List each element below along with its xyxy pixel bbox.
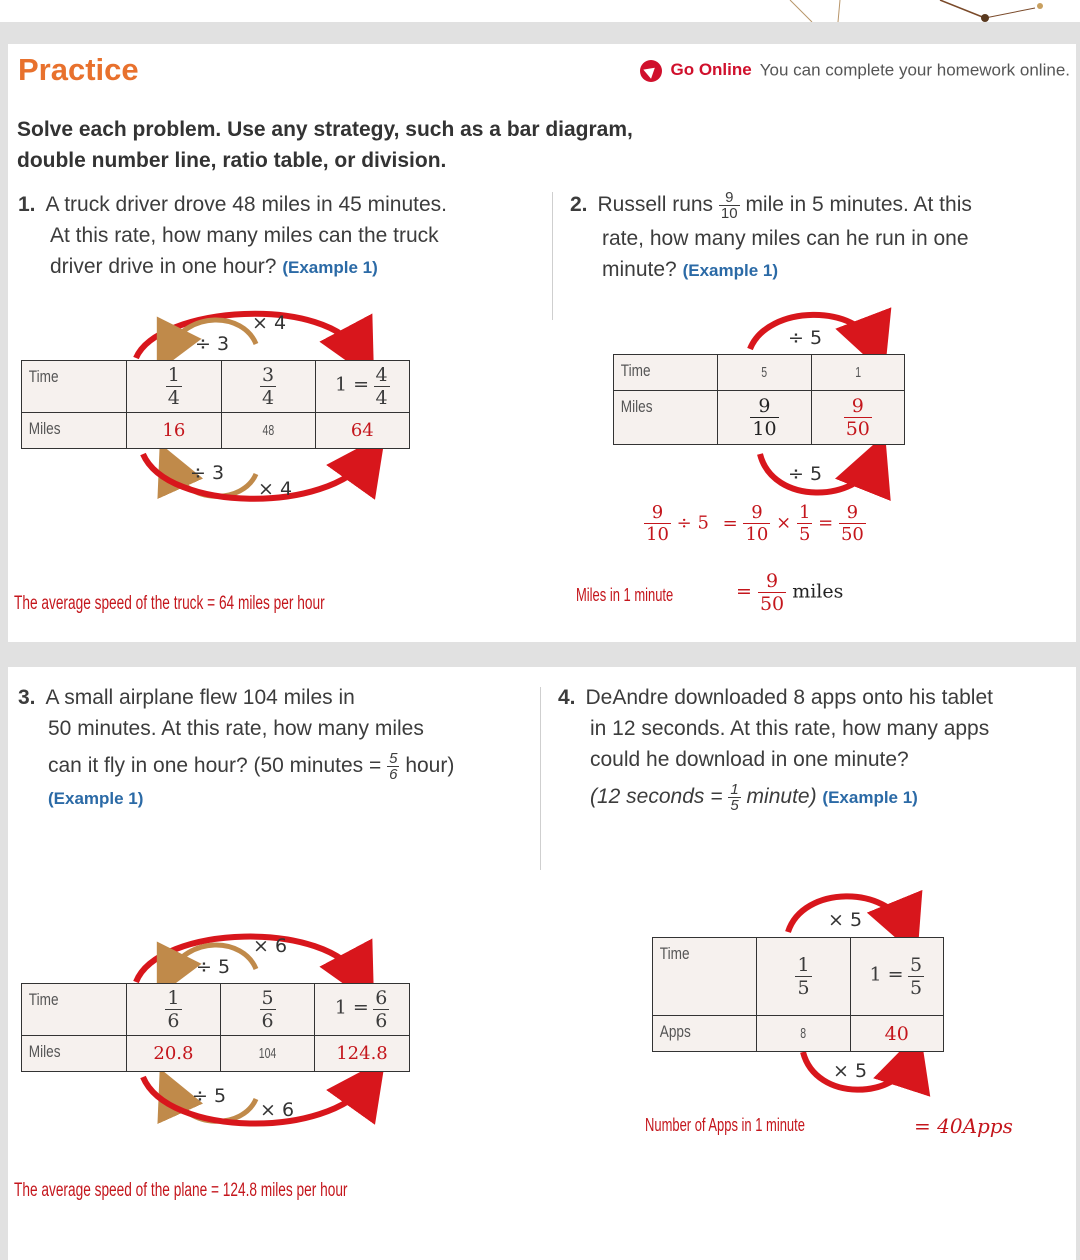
- table-cell: 16: [127, 413, 221, 449]
- op-label: × 6: [260, 1099, 295, 1121]
- table-cell: 124.8: [314, 1036, 409, 1072]
- problem-1-arcs: [8, 44, 1076, 642]
- example-link[interactable]: (Example 1): [682, 260, 778, 280]
- fraction: $\frac{1}{5}$: [730, 780, 739, 814]
- table-cell: 1 =: [334, 996, 369, 1019]
- problem-line: At this rate, how many miles can the truck: [50, 224, 439, 247]
- instructions-line-2: double number line, ratio table, or division.: [17, 149, 447, 172]
- row-label-apps: Apps: [653, 1016, 737, 1052]
- op-label: × 4: [258, 478, 293, 500]
- table-cell: 1 =: [335, 373, 370, 396]
- table-cell: 5: [718, 355, 811, 391]
- work-op: =: [818, 512, 834, 534]
- row-label-miles: Miles: [22, 1036, 106, 1072]
- fraction: $\frac{1}{6}$: [167, 987, 180, 1032]
- answer-eq: =: [736, 580, 752, 603]
- op-label: ÷ 5: [788, 327, 823, 349]
- op-label: ÷ 3: [195, 333, 230, 355]
- problem-line: in 12 seconds. At this rate, how many apps: [590, 717, 990, 740]
- table-cell: 48: [221, 413, 315, 449]
- row-label-miles: Miles: [614, 391, 697, 445]
- problem-line: minute?: [602, 257, 677, 281]
- op-label: ÷ 5: [788, 463, 823, 485]
- op-label: ÷ 5: [192, 1085, 227, 1107]
- ratio-table-3: [21, 983, 410, 1072]
- table-cell: 20.8: [126, 1036, 220, 1072]
- fraction: $\frac{9}{10}$: [646, 502, 669, 545]
- problem-2-answer-label: Miles in 1 minute: [576, 585, 674, 605]
- problem-line: (12 seconds =: [590, 785, 723, 808]
- fraction: $\frac{5}{6}$: [389, 749, 398, 783]
- work-op: =: [722, 512, 738, 534]
- fraction: $\frac{5}{6}$: [261, 987, 274, 1032]
- practice-panel-top: [8, 44, 1076, 642]
- fraction: $\frac{9}{10}$: [720, 188, 738, 222]
- table-cell: 1: [811, 355, 904, 391]
- answer-unit: miles: [792, 580, 844, 603]
- fraction: $\frac{3}{4}$: [262, 364, 275, 409]
- table-cell: 64: [315, 413, 409, 449]
- fraction: $\frac{1}{4}$: [167, 364, 180, 409]
- fraction: $\frac{6}{6}$: [375, 987, 388, 1032]
- problem-4-answer: = 40Apps: [914, 1114, 1013, 1138]
- ratio-table-2: [613, 354, 905, 445]
- problem-line: Russell runs: [597, 193, 714, 216]
- problem-line: 50 minutes. At this rate, how many miles: [48, 717, 424, 740]
- fraction: $\frac{5}{5}$: [909, 954, 923, 999]
- table-cell: 104: [221, 1036, 315, 1072]
- table-cell: 1 =: [869, 963, 904, 986]
- row-label-time: Time: [614, 355, 697, 391]
- problem-line: minute): [746, 785, 817, 808]
- work-op: ÷ 5: [676, 512, 709, 534]
- work-op: ×: [776, 512, 792, 534]
- practice-panel-bottom: [8, 667, 1076, 1260]
- row-label-time: Time: [22, 361, 106, 413]
- table-cell: 8: [757, 1016, 850, 1052]
- problem-line: can it fly in one hour? (50 minutes =: [48, 754, 382, 777]
- op-label: ÷ 3: [190, 462, 225, 484]
- op-label: × 4: [252, 312, 287, 334]
- op-label: × 5: [828, 909, 863, 931]
- page-title: Practice: [18, 52, 139, 87]
- problem-line: A small airplane flew 104 miles in: [45, 686, 355, 709]
- ratio-table-1: [21, 360, 410, 449]
- example-link[interactable]: (Example 1): [48, 788, 144, 808]
- fraction: $\frac{1}{5}$: [798, 502, 811, 545]
- go-online-note: You can complete your homework online.: [759, 60, 1070, 80]
- problem-line: hour): [405, 754, 455, 777]
- problem-line: rate, how many miles can he run in one: [602, 226, 969, 250]
- fraction: $\frac{9}{10}$: [745, 502, 769, 545]
- problem-2-work: [644, 502, 866, 545]
- problem-number: 4.: [558, 686, 576, 709]
- fraction: $\frac{9}{10}$: [752, 395, 777, 440]
- ratio-table-4: [652, 937, 944, 1052]
- problem-line: driver drive in one hour?: [50, 255, 277, 278]
- problem-line: mile in 5 minutes. At this: [745, 193, 972, 216]
- row-label-time: Time: [653, 938, 737, 1016]
- top-strip: [0, 0, 1080, 22]
- decorative-lines: [0, 0, 1080, 22]
- fraction: $\frac{9}{50}$: [845, 395, 870, 440]
- op-label: × 6: [253, 935, 288, 957]
- fraction: $\frac{4}{4}$: [375, 364, 388, 409]
- fraction: $\frac{1}{5}$: [797, 954, 810, 999]
- example-link[interactable]: (Example 1): [822, 788, 918, 807]
- go-online-link[interactable]: Go Online: [670, 60, 752, 80]
- table-cell: 40: [850, 1016, 943, 1052]
- fraction: $\frac{9}{50}$: [840, 502, 864, 545]
- row-label-time: Time: [22, 984, 106, 1036]
- problem-2-answer: [736, 570, 843, 615]
- problem-1-answer: The average speed of the truck = 64 miles per hour: [14, 593, 325, 614]
- problem-number: 2.: [570, 193, 588, 216]
- problem-line: A truck driver drove 48 miles in 45 minutes.: [45, 193, 448, 216]
- op-label: ÷ 5: [196, 956, 231, 978]
- problem-number: 3.: [18, 686, 36, 709]
- problem-line: could he download in one minute?: [590, 748, 909, 771]
- instructions-line-1: Solve each problem. Use any strategy, such as a bar diagram,: [17, 118, 633, 141]
- row-label-miles: Miles: [22, 413, 106, 449]
- example-link[interactable]: (Example 1): [282, 258, 378, 277]
- problem-line: DeAndre downloaded 8 apps onto his tablet: [585, 686, 993, 709]
- problem-number: 1.: [18, 193, 36, 216]
- problem-3-answer: The average speed of the plane = 124.8 miles per hour: [14, 1180, 348, 1201]
- problem-4-answer-label: Number of Apps in 1 minute: [645, 1115, 805, 1135]
- op-label: × 5: [833, 1060, 868, 1082]
- fraction: $\frac{9}{50}$: [759, 570, 785, 615]
